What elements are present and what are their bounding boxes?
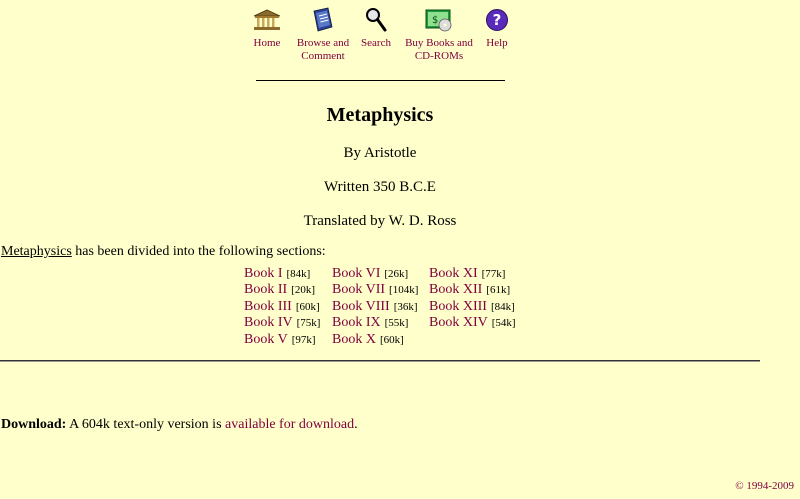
sections-intro	[1, 244, 326, 260]
book-link[interactable]: Book II	[244, 282, 288, 298]
work-title: Metaphysics	[1, 244, 72, 259]
book-item	[244, 299, 320, 315]
nav-search[interactable]	[358, 6, 394, 50]
book-link[interactable]: Book I	[244, 266, 283, 281]
book-item	[244, 332, 320, 348]
book-icon	[293, 6, 353, 34]
nav-buy[interactable]	[403, 6, 475, 63]
book-size: [61k]	[486, 284, 511, 297]
book-item	[332, 266, 418, 282]
book-item	[244, 315, 320, 331]
nav-browse[interactable]	[293, 6, 353, 63]
svg-text:?: ?	[492, 11, 502, 29]
book-item	[429, 266, 516, 282]
book-size: [75k]	[296, 317, 321, 330]
book-item	[332, 282, 418, 298]
book-link[interactable]: Book V	[244, 331, 288, 347]
copyright-link[interactable]: © 1994-2009	[735, 480, 794, 492]
book-link[interactable]: Book XII	[429, 282, 483, 298]
book-link[interactable]: Book III	[244, 298, 292, 314]
nav-browse-label-1: Browse and	[296, 37, 350, 49]
nav-home-label: Home	[253, 37, 281, 49]
magnifier-icon	[358, 6, 394, 34]
nav-search-label: Search	[361, 37, 391, 49]
nav-help-label: Help	[486, 37, 508, 49]
book-item	[332, 332, 418, 348]
books-cdrom-icon	[403, 6, 475, 34]
book-link[interactable]: Book IV	[244, 315, 293, 331]
book-item	[244, 282, 320, 298]
download-label: Download:	[1, 417, 67, 432]
written-date: Written 350 B.C.E	[324, 179, 436, 195]
book-link[interactable]: Book XIV	[429, 315, 488, 331]
book-size: [77k]	[481, 268, 506, 280]
nav-browse-label-2: Comment	[301, 50, 345, 62]
book-size: [36k]	[393, 300, 418, 313]
download-text: A 604k text-only version is	[66, 417, 226, 432]
book-column-1	[244, 266, 320, 348]
book-link[interactable]: Book IX	[332, 315, 381, 331]
book-size: [20k]	[291, 284, 315, 297]
svg-text:$: $	[432, 15, 439, 26]
nav-home[interactable]	[247, 6, 287, 50]
book-column-2	[332, 266, 418, 348]
book-size: [54k]	[491, 317, 516, 330]
book-size: [60k]	[295, 300, 320, 313]
book-size: [55k]	[384, 317, 409, 330]
book-link[interactable]: Book XI	[429, 266, 478, 281]
nav-buy-label-2: CD-ROMs	[414, 50, 464, 62]
download-end: .	[354, 417, 358, 432]
book-link[interactable]: Book VIII	[332, 298, 390, 314]
book-link[interactable]: Book VI	[332, 266, 381, 281]
nav-buy-label-1: Buy Books and	[405, 37, 473, 49]
nav-help[interactable]	[481, 6, 513, 50]
book-link[interactable]: Book VII	[332, 282, 386, 298]
book-size: [84k]	[286, 268, 311, 280]
intro-text: has been divided into the following sections:	[71, 244, 326, 259]
book-item	[332, 315, 418, 331]
download-section	[1, 417, 358, 433]
book-link[interactable]: Book X	[332, 331, 376, 347]
book-item	[429, 315, 516, 331]
book-size: [104k]	[389, 284, 419, 297]
page-title: Metaphysics	[326, 104, 434, 126]
book-column-3	[429, 266, 516, 332]
download-link[interactable]: available for download	[225, 417, 355, 432]
book-size: [84k]	[490, 300, 515, 313]
top-divider	[256, 80, 505, 81]
temple-icon	[247, 6, 287, 34]
book-size: [97k]	[291, 333, 316, 346]
book-size: [60k]	[379, 333, 404, 346]
book-item	[332, 299, 418, 315]
book-size: [26k]	[384, 268, 409, 280]
book-item	[244, 266, 320, 282]
help-icon	[481, 6, 513, 34]
book-item	[429, 282, 516, 298]
bottom-divider	[0, 360, 760, 362]
book-link[interactable]: Book XIII	[429, 298, 487, 314]
author: By Aristotle	[343, 145, 417, 161]
translator: Translated by W. D. Ross	[303, 213, 457, 229]
book-item	[429, 299, 516, 315]
